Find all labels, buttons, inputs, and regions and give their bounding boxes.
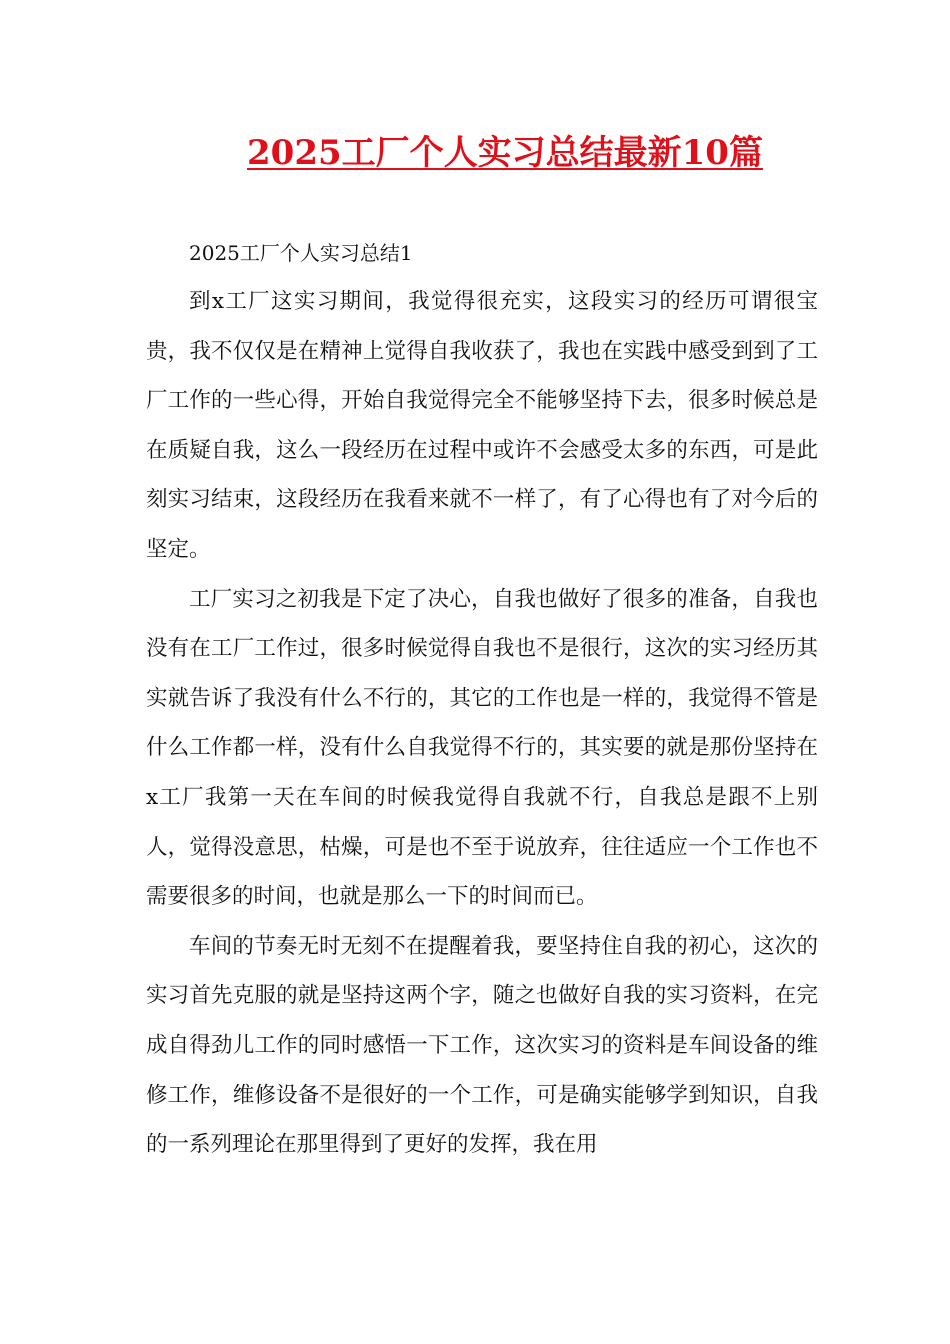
document-title-text: 2025工厂个人实习总结最新10篇 [247,133,763,173]
section-heading: 2025工厂个人实习总结1 [189,241,413,265]
paragraph-1: 到x工厂这实习期间，我觉得很充实，这段实习的经历可谓很宝贵，我不仅仅是在精神上觉得自我收获了，我也在实践中感受到到了工厂工作的一些心得，开始自我觉得完全不能够坚持下去，很多时候总是在质疑自我，这么一段经历在过程中或许不会感受太多的东西，可是此刻实习结束，这段经历在我看来就不一样了，有了心得也有了对今后的坚定。 [146,289,818,562]
document-body [146,230,818,1170]
paragraph-2: 工厂实习之初我是下定了决心，自我也做好了很多的准备，自我也没有在工厂工作过，很多时候觉得自我也不是很行，这次的实习经历其实就告诉了我没有什么不行的，其它的工作也是一样的，我觉得不管是什么工作都一样，没有什么自我觉得不行的，其实要的就是那份坚持在x工厂我第一天在车间的时候我觉得自我就不行，自我总是跟不上别人，觉得没意思，枯燥，可是也不至于说放弃，往往适应一个工作也不需要很多的时间，也就是那么一下的时间而已。 [146,586,818,910]
paragraph-3: 车间的节奏无时无刻不在提醒着我，要坚持住自我的初心，这次的实习首先克服的就是坚持这两个字，随之也做好自我的实习资料，在完成自得劲儿工作的同时感悟一下工作，这次实习的资料是车间设备的维修工作，维修设备不是很好的一个工作，可是确实能够学到知识，自我的一系列理论在那里得到了更好的发挥，我在用 [146,933,818,1158]
document-title [0,128,950,178]
